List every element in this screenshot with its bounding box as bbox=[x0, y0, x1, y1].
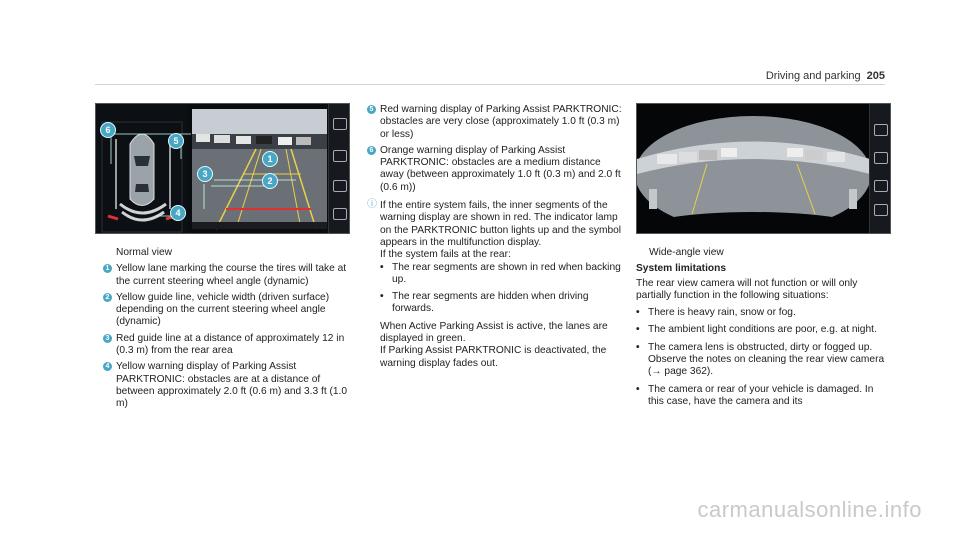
bullet-item bbox=[636, 342, 888, 379]
camera-view-icon bbox=[874, 124, 888, 136]
deactivated-text: If Parking Assist PARKTRONIC is deactivated, the warning display fades out. bbox=[380, 345, 607, 369]
column-2 bbox=[367, 104, 622, 374]
callout-4: 4 bbox=[170, 205, 186, 221]
bullet-text: The camera lens is obstructed, dirty or fogged up. Observe the notes on cleaning the rear view camera (→ page 362). bbox=[648, 341, 885, 378]
legend-text: Red warning display of Parking Assist PARKTRONIC: obstacles are very close (approximately 1.0 ft (0.3 m) or less) bbox=[380, 104, 622, 140]
legend-number: 1 bbox=[103, 264, 112, 273]
camera-view-icon bbox=[333, 118, 347, 130]
trailer-icon bbox=[333, 208, 347, 220]
callout-1: 1 bbox=[262, 151, 278, 167]
column-1 bbox=[103, 247, 353, 415]
intro-text: The rear view camera will not function or will only partially function in the following situations: bbox=[636, 277, 858, 301]
callout-5: 5 bbox=[168, 133, 184, 149]
column-3 bbox=[636, 247, 888, 413]
bullet-text: The ambient light conditions are poor, e.g. at night. bbox=[648, 324, 877, 336]
info-icon: ⓘ bbox=[367, 199, 377, 211]
settings-icon bbox=[333, 150, 347, 162]
vehicle-icon bbox=[333, 180, 347, 192]
bullet-item bbox=[636, 384, 888, 409]
legend-text: Yellow guide line, vehicle width (driven surface) depending on the current steering wheel angle (dynamic) bbox=[116, 291, 330, 328]
bullet-icon: • bbox=[380, 291, 384, 303]
trailer-icon bbox=[874, 204, 888, 216]
bullet-icon: • bbox=[636, 324, 640, 336]
header-rule bbox=[95, 84, 885, 85]
bullet-icon: • bbox=[380, 261, 384, 273]
info-note bbox=[367, 200, 622, 370]
bullet-icon: • bbox=[636, 341, 640, 353]
bullet-text: The rear segments are shown in red when backing up. bbox=[392, 261, 621, 285]
bullet-item bbox=[380, 262, 622, 287]
legend-text: Yellow lane marking the course the tires will take at the current steering wheel angle (dynamic) bbox=[116, 263, 347, 287]
figure-caption-normal: Normal view bbox=[116, 247, 173, 258]
section-heading: System limitations bbox=[636, 263, 727, 275]
legend-item bbox=[103, 263, 353, 288]
normal-view-screenshot bbox=[95, 103, 350, 234]
legend-item bbox=[103, 361, 353, 410]
legend-item bbox=[103, 292, 353, 329]
legend-number: 2 bbox=[103, 293, 112, 302]
rear-fail-intro: If the system fails at the rear: bbox=[380, 249, 511, 261]
bullet-text: The rear segments are hidden when driving forwards. bbox=[392, 291, 589, 315]
bullet-text: There is heavy rain, snow or fog. bbox=[648, 307, 796, 319]
running-header bbox=[766, 70, 885, 82]
bullet-item bbox=[636, 307, 888, 319]
legend-item bbox=[367, 104, 622, 141]
bullet-item bbox=[636, 324, 888, 336]
callout-6: 6 bbox=[100, 122, 116, 138]
settings-icon bbox=[874, 152, 888, 164]
bullet-text: The camera or rear of your vehicle is damaged. In this case, have the camera and its bbox=[648, 383, 874, 407]
wide-angle-camera-illustration bbox=[637, 104, 890, 233]
camera-side-menu bbox=[328, 104, 349, 233]
callout-3: 3 bbox=[197, 166, 213, 182]
legend-text: Yellow warning display of Parking Assist PARKTRONIC: obstacles are at a distance of between approximately 2.0 ft (0.6 m) and 3.3 ft (1.0 m) bbox=[116, 361, 348, 410]
legend-number: 4 bbox=[103, 362, 112, 371]
legend-item bbox=[103, 333, 353, 358]
bullet-icon: • bbox=[636, 307, 640, 319]
section-title: Driving and parking bbox=[765, 70, 861, 82]
page-number: 205 bbox=[866, 70, 885, 82]
info-text: If the entire system fails, the inner segments of the warning display are shown in red. The indicator lamp on the PARKTRONIC button lights up and the symbol appears in the multifunction display. bbox=[380, 200, 622, 248]
legend-text: Red guide line at a distance of approximately 12 in (0.3 m) from the rear area bbox=[116, 332, 345, 357]
vehicle-icon bbox=[874, 180, 888, 192]
bullet-item bbox=[380, 291, 622, 316]
watermark: carmanualsonline.info bbox=[697, 497, 922, 522]
parktronic-and-camera-illustration bbox=[96, 104, 349, 233]
legend-number: 6 bbox=[367, 146, 376, 155]
bullet-icon: • bbox=[636, 383, 640, 395]
figure-caption-wide: Wide-angle view bbox=[649, 247, 724, 258]
legend-item bbox=[367, 145, 622, 194]
camera-side-menu bbox=[869, 104, 890, 233]
legend-text: Orange warning display of Parking Assist PARKTRONIC: obstacles are a medium distance away (between approximately 1.0 ft (0.3 m) and 2.0 ft (0.6 m)) bbox=[380, 144, 621, 193]
active-assist-text: When Active Parking Assist is active, the lanes are displayed in green. bbox=[380, 320, 608, 345]
wide-angle-view-screenshot bbox=[636, 103, 891, 234]
legend-number: 3 bbox=[103, 334, 112, 343]
legend-number: 5 bbox=[367, 105, 376, 114]
callout-2: 2 bbox=[262, 173, 278, 189]
